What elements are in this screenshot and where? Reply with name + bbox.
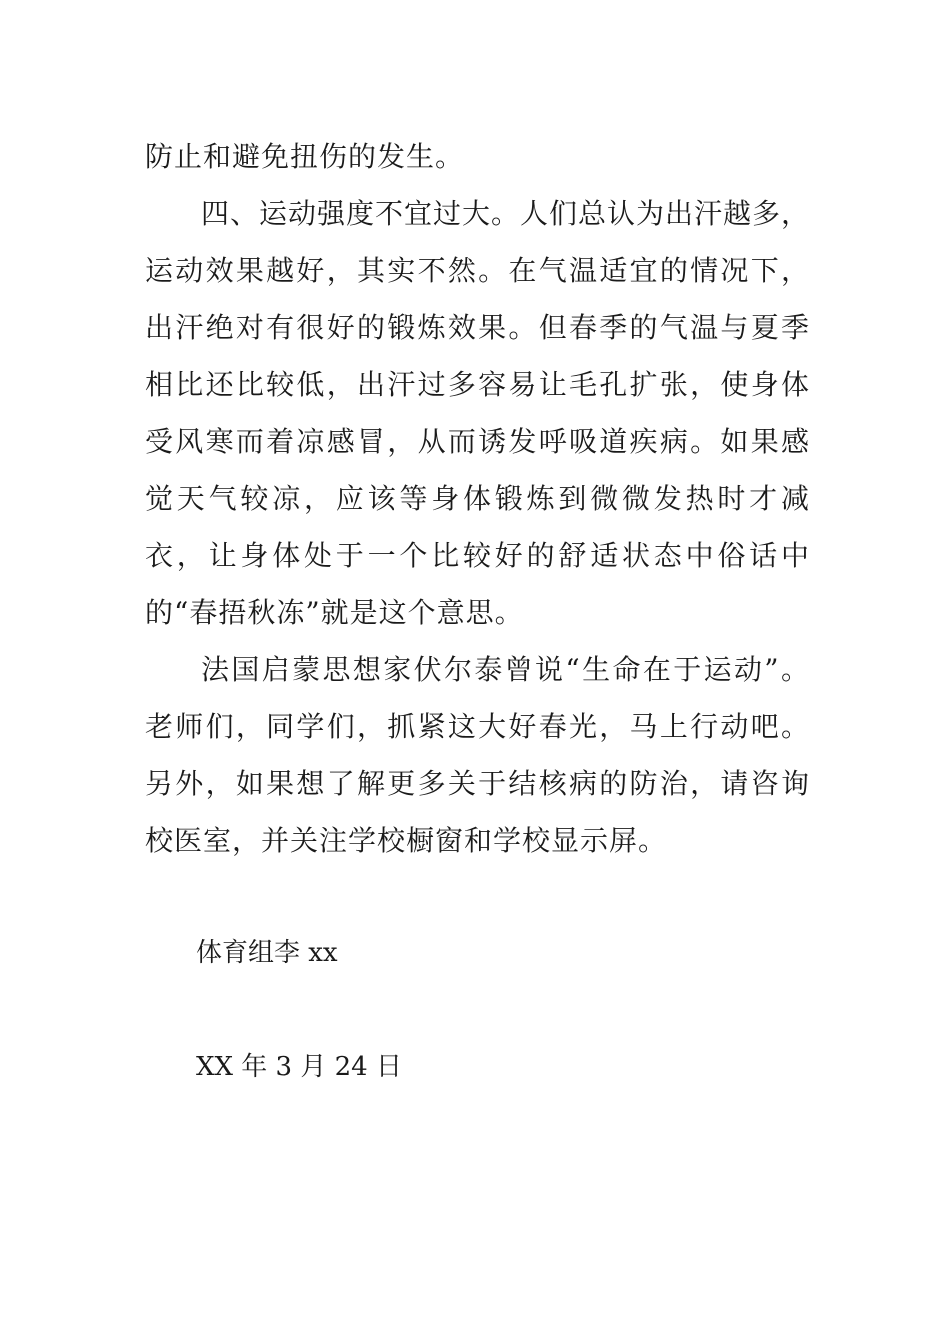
signature-author: 体育组李 xx bbox=[196, 938, 338, 968]
paragraph-continuation: 防止和避免扭伤的发生。 bbox=[145, 140, 465, 173]
signature-date: XX 年 3 月 24 日 bbox=[196, 1052, 402, 1082]
paragraph-closing: 法国启蒙思想家伏尔泰曾说“生命在于运动”。老师们，同学们，抓紧这大好春光，马上行动吧。另外，如果想了解更多关于结核病的防治，请咨询校医室，并关注学校橱窗和学校显示屏。 bbox=[145, 653, 810, 857]
document-body bbox=[145, 128, 810, 869]
paragraph-exercise-intensity: 四、运动强度不宜过大。人们总认为出汗越多，运动效果越好，其实不然。在气温适宜的情况下，出汗绝对有很好的锻炼效果。但春季的气温与夏季相比还比较低，出汗过多容易让毛孔扩张，使身体受风寒而着凉感冒，从而诱发呼吸道疾病。如果感觉天气较凉，应该等身体锻炼到微微发热时才减衣，让身体处于一个比较好的舒适状态中俗话中的“春捂秋冻”就是这个意思。 bbox=[145, 197, 811, 629]
